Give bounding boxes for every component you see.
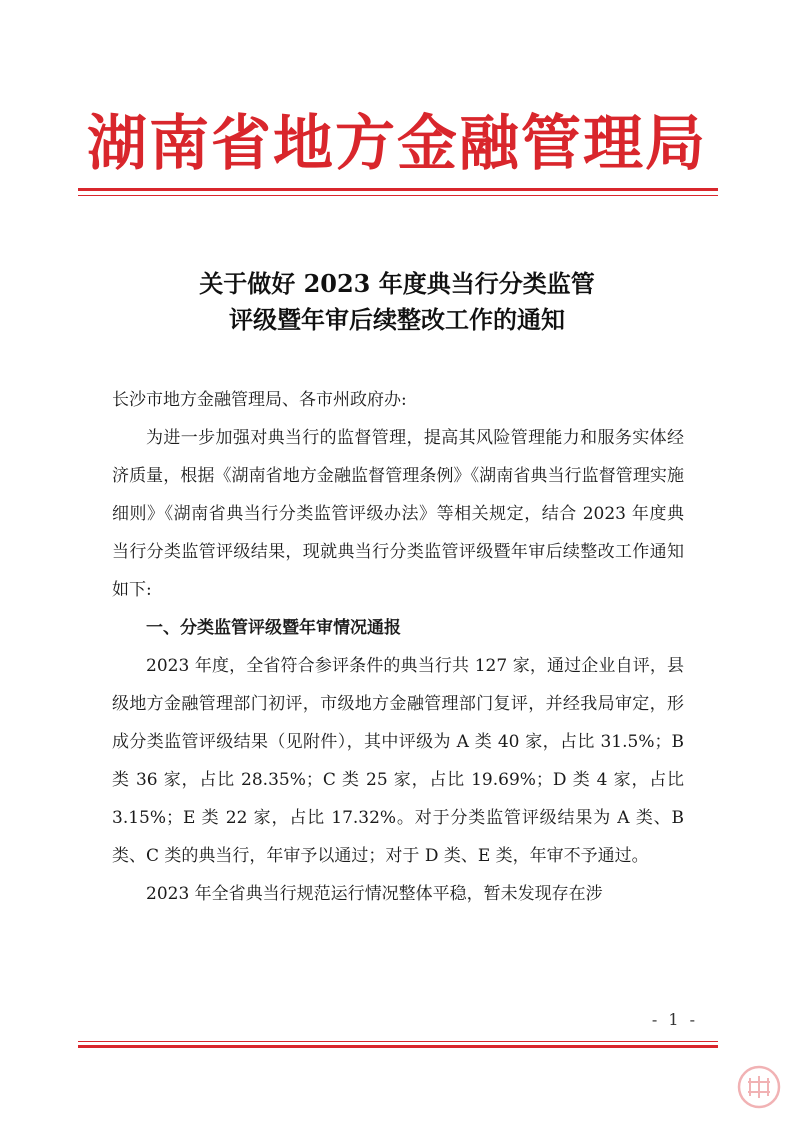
paragraph-intro: 为进一步加强对典当行的监督管理，提高其风险管理能力和服务实体经济质量，根据《湖南省地方金融监督管理条例》《湖南省典当行监督管理实施细则》《湖南省典当行分类监管评级办法》等相关规定，结合 2023 年度典当行分类监管评级结果，现就典当行分类监管评级暨年审后续整改工作通知如下:: [112, 428, 684, 600]
document-title: [80, 266, 714, 338]
page-number: - 1 -: [651, 1010, 698, 1029]
paragraph-overall-status: 2023 年全省典当行规范运行情况整体平稳，暂未发现存在涉: [146, 884, 603, 904]
masthead-red-rule-thin: [78, 195, 718, 196]
document-title-line-1: 关于做好 2023 年度典当行分类监管: [199, 269, 595, 298]
document-title-line-2: 评级暨年审后续整改工作的通知: [229, 305, 565, 334]
footer-red-rule-thick: [78, 1045, 718, 1048]
footer-red-rule-thin: [78, 1041, 718, 1042]
seal-stamp-icon: [736, 1064, 782, 1110]
document-body: [112, 381, 684, 913]
salutation: 长沙市地方金融管理局、各市州政府办:: [112, 390, 407, 410]
masthead-org-name: 湖南省地方金融管理局: [87, 109, 707, 179]
paragraph-rating-results: 2023 年度，全省符合参评条件的典当行共 127 家，通过企业自评，县级地方金融管理部门初评，市级地方金融管理部门复评，并经我局审定，形成分类监管评级结果（见附件），其中评级为 A 类 40 家，占比 31.5%；B 类 36 家，占比 28.35%；C 类 25 家，占比 19.69%；D 类 4 家，占比 3.15%；E 类 22 家，占比 17.32%。对于分类监管评级结果为 A 类、B 类、C 类的典当行，年审予以通过；对于 D 类、E 类，年审不予通过。: [112, 656, 684, 866]
section-heading-1: 一、分类监管评级暨年审情况通报: [146, 618, 401, 638]
masthead-red-rule-thick: [78, 188, 718, 191]
